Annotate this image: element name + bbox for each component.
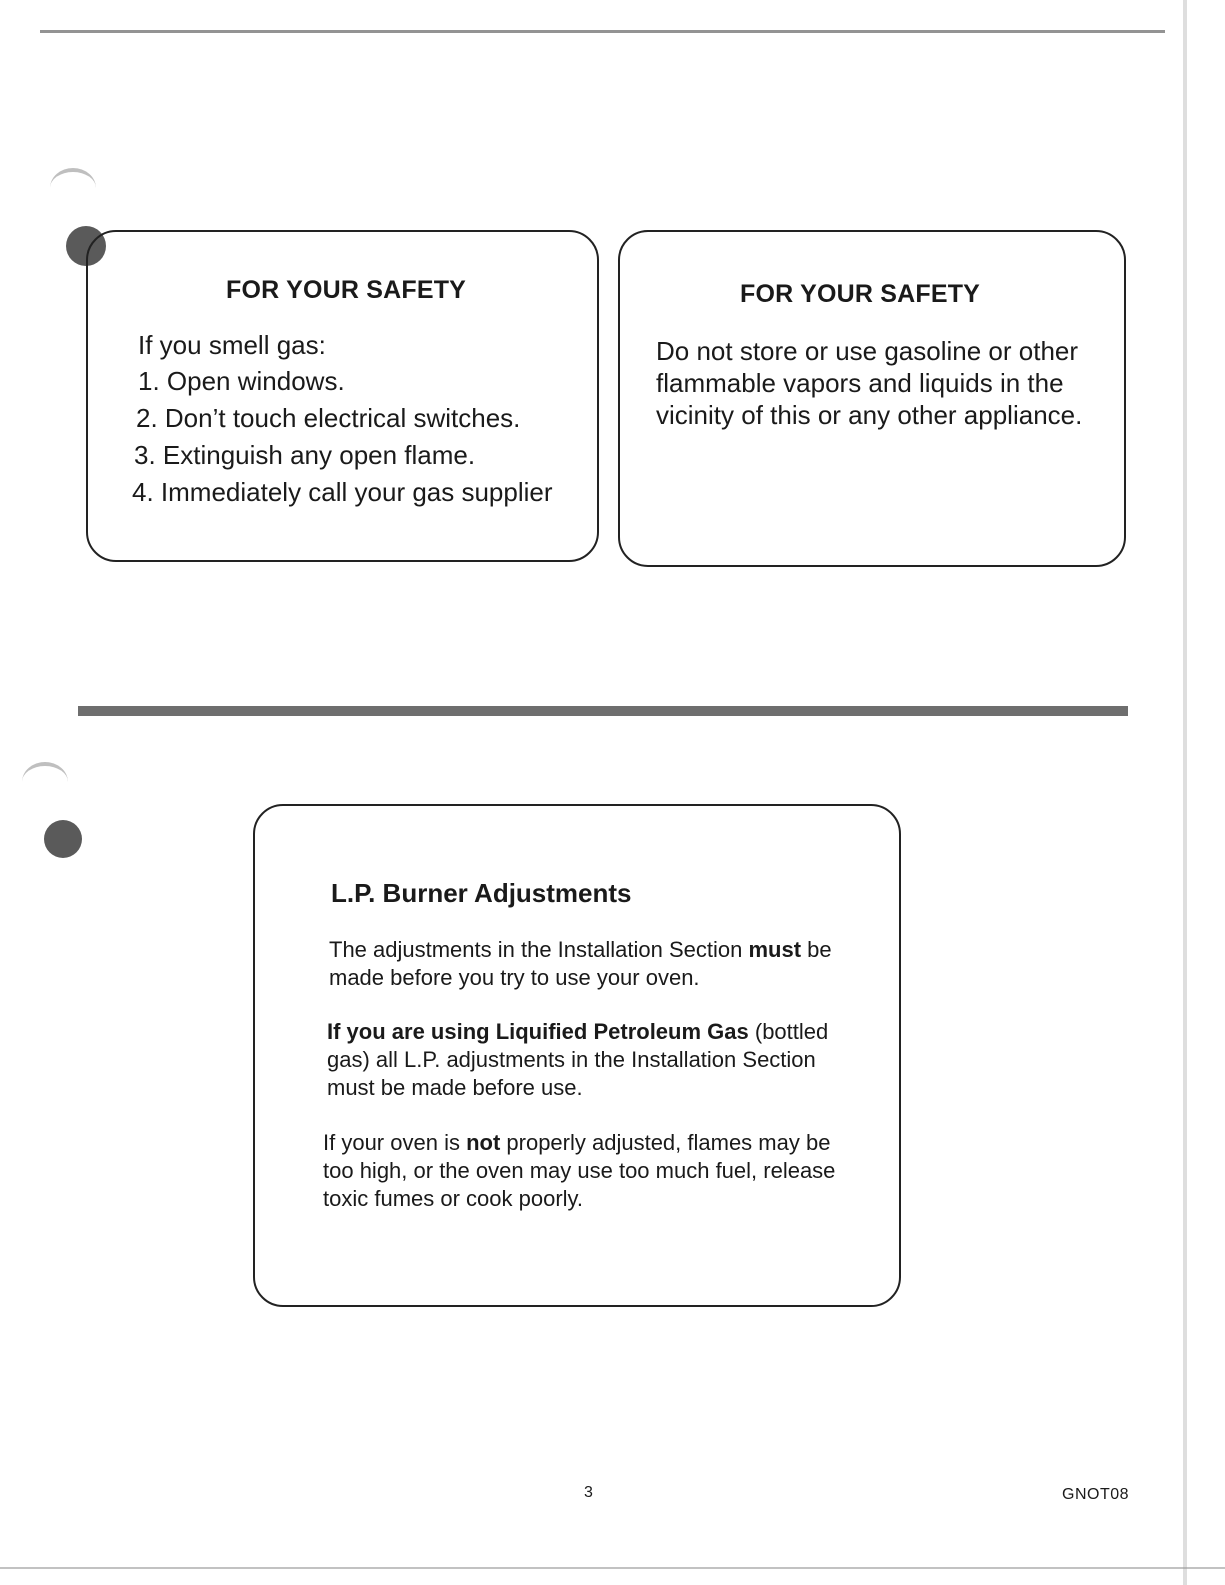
lp-paragraph-2 (327, 1018, 828, 1102)
lp-line: The adjustments in the Installation Section must be (329, 937, 832, 962)
safety-line: vicinity of this or any other appliance. (656, 400, 1083, 430)
lp-line: If your oven is not properly adjusted, flames may be (323, 1130, 831, 1155)
lp-burner-box (253, 804, 901, 1307)
scan-right-edge (1183, 0, 1187, 1585)
safety-line: If you smell gas: (138, 330, 326, 360)
safety-line: 2. Don’t touch electrical switches. (136, 403, 521, 433)
page-number: 3 (584, 1484, 593, 1501)
lp-line: too high, or the oven may use too much fuel, release (323, 1158, 836, 1183)
lp-title: L.P. Burner Adjustments (331, 878, 632, 908)
safety-box-flammables (618, 230, 1126, 567)
lp-paragraph-3 (323, 1129, 835, 1213)
lp-line: made before you try to use your oven. (329, 965, 700, 990)
scan-top-edge (40, 30, 1165, 33)
safety-line: 1. Open windows. (138, 366, 345, 396)
safety-box-gas-smell (86, 230, 599, 562)
lp-line: gas) all L.P. adjustments in the Installation Section (327, 1047, 816, 1072)
safety-heading: FOR YOUR SAFETY (740, 280, 981, 308)
binder-ring-shadow (22, 762, 68, 802)
punch-hole (44, 820, 82, 858)
lp-line: If you are using Liquified Petroleum Gas (bottled (327, 1019, 829, 1044)
binder-ring-shadow (50, 168, 96, 208)
lp-line: toxic fumes or cook poorly. (323, 1186, 584, 1211)
scan-bottom-edge (0, 1567, 1225, 1569)
safety-line: Do not store or use gasoline or other (656, 336, 1079, 366)
lp-paragraph-1 (329, 936, 832, 992)
safety-line: 4. Immediately call your gas supplier (132, 477, 553, 507)
section-divider (78, 706, 1128, 716)
safety-line: flammable vapors and liquids in the (656, 368, 1064, 398)
safety-line: 3. Extinguish any open flame. (134, 440, 476, 470)
safety-heading: FOR YOUR SAFETY (226, 276, 467, 304)
document-code: GNOT08 (1062, 1486, 1130, 1503)
lp-line: must be made before use. (327, 1075, 583, 1100)
